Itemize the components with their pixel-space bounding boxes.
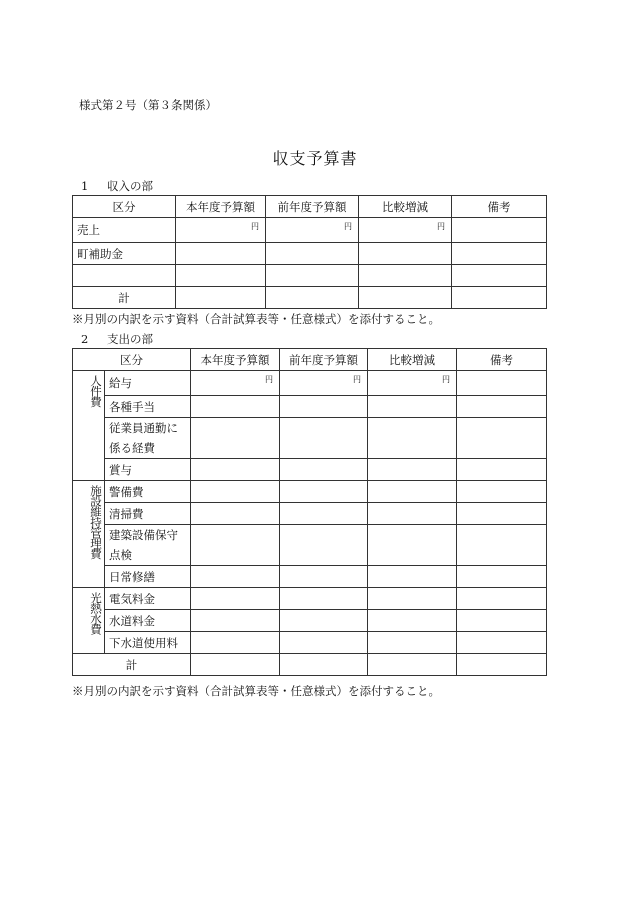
remarks-cell[interactable] <box>457 418 547 459</box>
income-row-label: 売上 <box>73 218 176 243</box>
amount-cell[interactable] <box>359 287 452 309</box>
expense-total-row <box>73 654 547 676</box>
amount-cell[interactable] <box>368 396 457 418</box>
expense-item-label: 日常修繕 <box>105 566 191 588</box>
yen-unit: 円 <box>176 218 266 243</box>
amount-cell[interactable] <box>280 566 368 588</box>
amount-cell[interactable] <box>176 243 266 265</box>
page-title: 収支予算書 <box>272 149 358 168</box>
table-row <box>73 566 547 588</box>
income-header-previous-budget: 前年度予算額 <box>266 196 359 218</box>
amount-cell[interactable] <box>191 481 280 503</box>
yen-unit: 円 <box>266 218 359 243</box>
amount-cell[interactable] <box>280 481 368 503</box>
amount-cell[interactable] <box>176 265 266 287</box>
remarks-cell[interactable] <box>452 287 547 309</box>
income-section-title: 収入の部 <box>107 179 153 193</box>
expense-item-label: 給与 <box>105 371 191 396</box>
income-row-label: 町補助金 <box>73 243 176 265</box>
table-row <box>73 503 547 525</box>
expense-category-facility: 施設維持管理費 <box>73 481 105 588</box>
expense-item-label: 賞与 <box>105 459 191 481</box>
amount-cell[interactable] <box>359 265 452 287</box>
amount-cell[interactable] <box>368 503 457 525</box>
amount-cell[interactable] <box>266 287 359 309</box>
amount-cell[interactable] <box>368 459 457 481</box>
income-note: ※月別の内訳を示す資料（合計試算表等・任意様式）を添付すること。 <box>72 312 440 326</box>
remarks-cell[interactable] <box>457 396 547 418</box>
expense-header-row <box>73 349 547 371</box>
table-row <box>73 481 547 503</box>
expense-item-label: 各種手当 <box>105 396 191 418</box>
yen-unit: 円 <box>368 371 457 396</box>
amount-cell[interactable] <box>191 566 280 588</box>
table-row <box>73 265 547 287</box>
amount-cell[interactable] <box>191 525 280 566</box>
yen-unit: 円 <box>280 371 368 396</box>
remarks-cell[interactable] <box>457 654 547 676</box>
income-header-remarks: 備考 <box>452 196 547 218</box>
amount-cell[interactable] <box>191 396 280 418</box>
expense-note: ※月別の内訳を示す資料（合計試算表等・任意様式）を添付すること。 <box>72 684 440 698</box>
amount-cell[interactable] <box>359 243 452 265</box>
expense-header-current-budget: 本年度予算額 <box>191 349 280 371</box>
amount-cell[interactable] <box>368 632 457 654</box>
amount-cell[interactable] <box>280 588 368 610</box>
expense-header-remarks: 備考 <box>457 349 547 371</box>
expense-item-label: 電気料金 <box>105 588 191 610</box>
amount-cell[interactable] <box>368 481 457 503</box>
remarks-cell[interactable] <box>457 503 547 525</box>
remarks-cell[interactable] <box>452 265 547 287</box>
expense-section-title: 支出の部 <box>107 332 153 346</box>
expense-table <box>72 348 547 676</box>
amount-cell[interactable] <box>191 654 280 676</box>
table-row <box>73 525 547 566</box>
table-row <box>73 610 547 632</box>
expense-header-category: 区分 <box>73 349 191 371</box>
amount-cell[interactable] <box>191 503 280 525</box>
table-row <box>73 459 547 481</box>
remarks-cell[interactable] <box>457 588 547 610</box>
remarks-cell[interactable] <box>457 610 547 632</box>
yen-unit: 円 <box>359 218 452 243</box>
income-header-row <box>73 196 547 218</box>
expense-header-previous-budget: 前年度予算額 <box>280 349 368 371</box>
amount-cell[interactable] <box>368 525 457 566</box>
amount-cell[interactable] <box>368 654 457 676</box>
expense-item-label: 下水道使用料 <box>105 632 191 654</box>
income-total-label: 計 <box>73 287 176 309</box>
income-header-category: 区分 <box>73 196 176 218</box>
income-table <box>72 195 547 309</box>
amount-cell[interactable] <box>280 525 368 566</box>
amount-cell[interactable] <box>280 632 368 654</box>
amount-cell[interactable] <box>280 396 368 418</box>
expense-item-label: 清掃費 <box>105 503 191 525</box>
amount-cell[interactable] <box>176 287 266 309</box>
income-row-label <box>73 265 176 287</box>
expense-item-label: 水道料金 <box>105 610 191 632</box>
form-number: 様式第２号（第３条関係） <box>79 98 217 112</box>
expense-item-label: 警備費 <box>105 481 191 503</box>
amount-cell[interactable] <box>280 459 368 481</box>
amount-cell[interactable] <box>266 265 359 287</box>
remarks-cell[interactable] <box>457 566 547 588</box>
income-header-current-budget: 本年度予算額 <box>176 196 266 218</box>
amount-cell[interactable] <box>266 243 359 265</box>
expense-item-label: 従業員通勤に係る経費 <box>105 418 191 459</box>
table-row <box>73 632 547 654</box>
remarks-cell[interactable] <box>457 459 547 481</box>
amount-cell[interactable] <box>368 610 457 632</box>
expense-header-difference: 比較増減 <box>368 349 457 371</box>
expense-category-utilities: 光熱水費 <box>73 588 105 654</box>
expense-total-label: 計 <box>73 654 191 676</box>
amount-cell[interactable] <box>280 610 368 632</box>
table-row <box>73 396 547 418</box>
remarks-cell[interactable] <box>457 481 547 503</box>
expense-section-number: 2 <box>81 332 89 346</box>
amount-cell[interactable] <box>368 418 457 459</box>
income-section-heading <box>81 178 153 194</box>
remarks-cell[interactable] <box>457 525 547 566</box>
amount-cell[interactable] <box>280 503 368 525</box>
remarks-cell[interactable] <box>452 243 547 265</box>
amount-cell[interactable] <box>191 610 280 632</box>
expense-item-label: 建築設備保守点検 <box>105 525 191 566</box>
amount-cell[interactable] <box>280 418 368 459</box>
amount-cell[interactable] <box>191 588 280 610</box>
income-total-row <box>73 287 547 309</box>
remarks-cell[interactable] <box>457 632 547 654</box>
amount-cell[interactable] <box>368 588 457 610</box>
amount-cell[interactable] <box>191 418 280 459</box>
table-row <box>73 371 547 396</box>
remarks-cell[interactable] <box>457 371 547 396</box>
table-row <box>73 218 547 243</box>
expense-category-personnel: 人件費 <box>73 371 105 481</box>
table-row <box>73 588 547 610</box>
table-row <box>73 243 547 265</box>
table-row <box>73 418 547 459</box>
expense-section-heading <box>81 331 153 347</box>
income-header-difference: 比較増減 <box>359 196 452 218</box>
remarks-cell[interactable] <box>452 218 547 243</box>
amount-cell[interactable] <box>368 566 457 588</box>
yen-unit: 円 <box>191 371 280 396</box>
income-section-number: 1 <box>81 179 89 193</box>
amount-cell[interactable] <box>191 632 280 654</box>
amount-cell[interactable] <box>280 654 368 676</box>
amount-cell[interactable] <box>191 459 280 481</box>
